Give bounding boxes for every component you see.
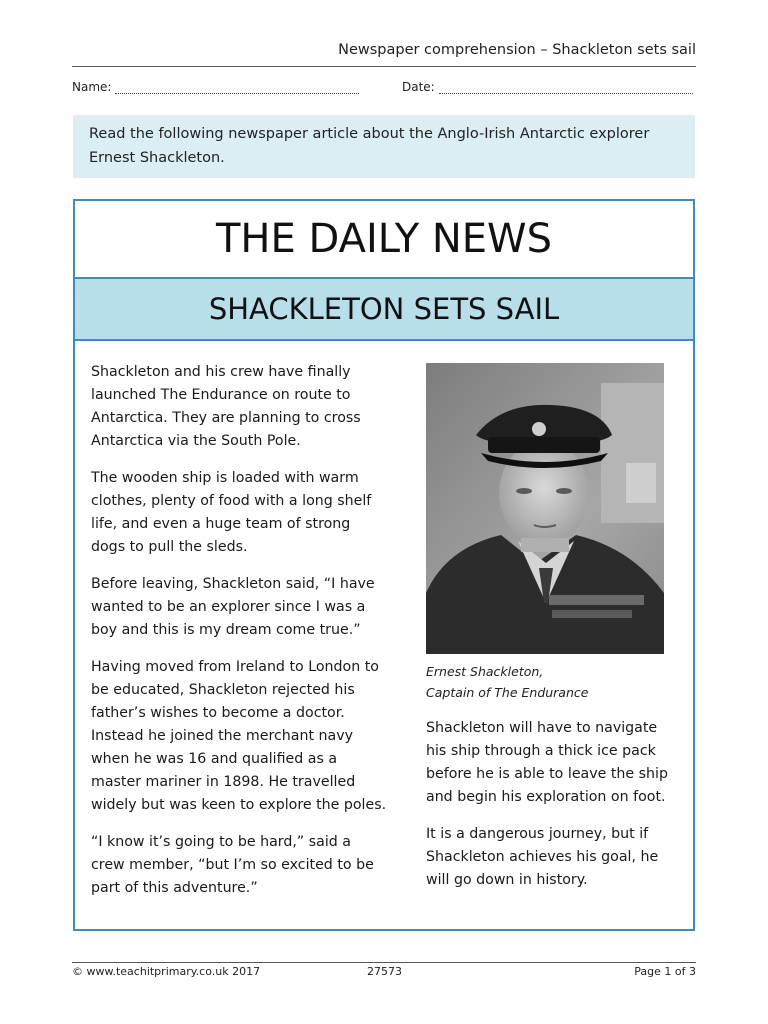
name-field <box>72 80 359 94</box>
article-paragraph: Shackleton will have to navigate his ship through a thick ice pack before he is able to leave the ship and begin his exploration on foot. <box>426 720 668 805</box>
newspaper-article <box>73 199 695 931</box>
caption-line: Ernest Shackleton, <box>426 664 544 679</box>
article-paragraph: The wooden ship is loaded with warm clothes, plenty of food with a long shelf life, and even a huge team of strong dogs to pull the sleds. <box>91 470 372 555</box>
date-label: Date: <box>402 80 435 94</box>
name-blank-line <box>115 83 359 94</box>
article-paragraph: Having moved from Ireland to London to be educated, Shackleton rejected his father’s wishes to become a doctor. Instead he joined the merchant navy when he was 16 and qualified as a master mariner in 1898. He travelled widely but was keen to explore the poles. <box>91 659 387 813</box>
article-paragraph: Before leaving, Shackleton said, “I have wanted to be an explorer since I was a boy and this is my dream come true.” <box>91 576 375 638</box>
student-fields <box>72 80 696 100</box>
footer-page-number: Page 1 of 3 <box>634 965 696 978</box>
article-headline: SHACKLETON SETS SAIL <box>75 279 693 341</box>
name-label: Name: <box>72 80 112 94</box>
date-blank-line <box>439 83 693 94</box>
instructions-box: Read the following newspaper article about the Anglo-Irish Antarctic explorer Ernest Shackleton. <box>73 115 695 178</box>
photo-caption <box>426 661 676 703</box>
portrait-illustration <box>426 363 664 654</box>
footer-copyright: © www.teachitprimary.co.uk 2017 <box>72 965 261 978</box>
footer-divider <box>72 962 696 963</box>
caption-line: Captain of The Endurance <box>426 685 589 700</box>
page-footer <box>72 965 696 981</box>
date-field <box>402 80 693 94</box>
newspaper-masthead: THE DAILY NEWS <box>75 201 693 279</box>
article-paragraph: It is a dangerous journey, but if Shackleton achieves his goal, he will go down in history. <box>426 826 659 888</box>
article-left-column <box>91 361 387 914</box>
article-right-column <box>426 717 678 906</box>
shackleton-portrait-photo <box>426 363 664 654</box>
page-header-title: Newspaper comprehension – Shackleton sets sail <box>338 42 696 58</box>
article-paragraph: “I know it’s going to be hard,” said a crew member, “but I’m so excited to be part of this adventure.” <box>91 834 374 896</box>
header-divider <box>72 66 696 67</box>
article-paragraph: Shackleton and his crew have finally launched The Endurance on route to Antarctica. They are planning to cross Antarctica via the South Pole. <box>91 364 361 449</box>
footer-resource-code: 27573 <box>367 965 402 978</box>
